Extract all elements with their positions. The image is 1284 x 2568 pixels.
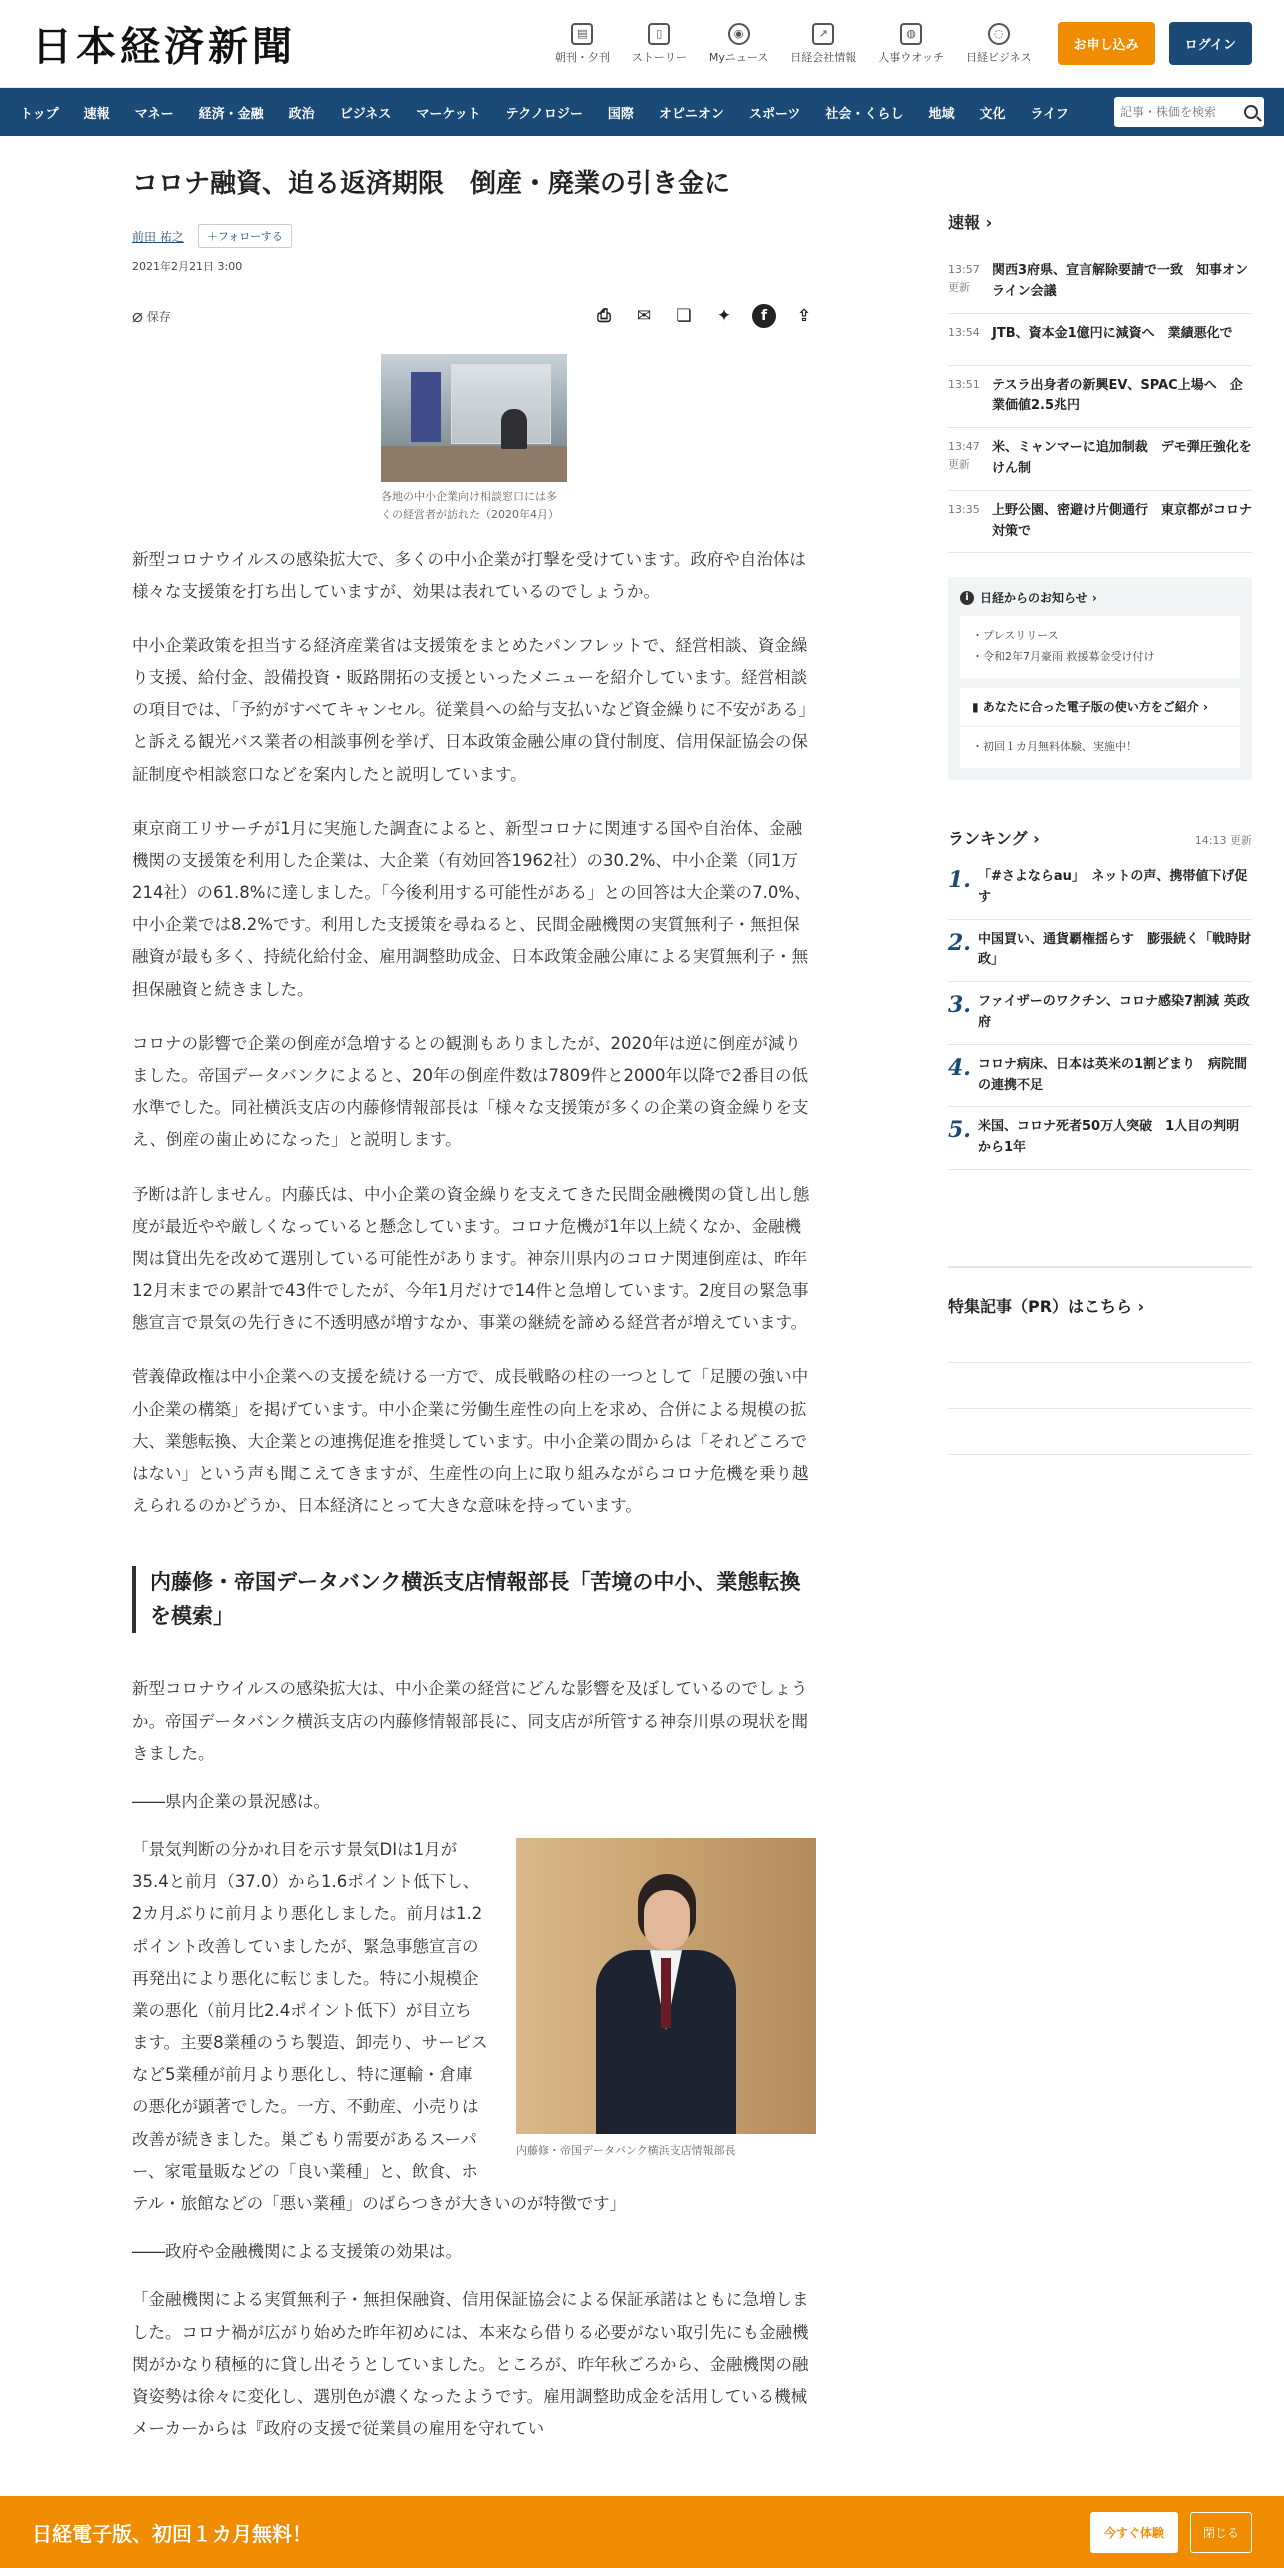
print-icon[interactable]: ⎙ <box>597 306 611 327</box>
news-title: JTB、資本金1億円に減資へ 業績悪化で <box>992 325 1233 341</box>
nav-item[interactable]: 社会・くらし <box>825 106 904 122</box>
news-updated: 更新 <box>948 280 970 294</box>
chevron-right-icon: › <box>1033 829 1040 849</box>
ranking-item[interactable] <box>948 1107 1252 1170</box>
close-banner-button[interactable]: 閉じる <box>1190 2512 1252 2553</box>
pr-heading[interactable] <box>948 1266 1252 1317</box>
epaper-list <box>960 727 1240 768</box>
notice-item[interactable]: ・ 令和2年7月豪雨 救援募金受け付け <box>972 647 1228 668</box>
banner-text: 日経電子版、初回１カ月無料！ <box>32 2521 312 2546</box>
chart-icon: ↗ <box>812 23 834 45</box>
news-time <box>948 324 992 355</box>
interview-answer: 「金融機関による実質無利子・無担保融資、信用保証協会による保証承諾はともに急増しました。コロナ禍が広がり始めた昨年初めには、本来なら借りる必要がない取引先にも金融機関がかなり積極的に貸し出そうとしていました。ところが、昨年秋ごろから、金融機関の融資姿勢は徐々に変化し、選別色が濃くなったようです。雇用調整助成金を活用している機械メーカーからは『政府の支援で従業員の雇用を守れてい <box>132 2290 809 2439</box>
breaking-title: 速報 <box>948 213 981 232</box>
person-icon: ◉ <box>728 23 750 45</box>
header-link-story[interactable] <box>632 23 687 65</box>
header-link-label: ストーリー <box>631 50 687 64</box>
header-link-label: 日経会社情報 <box>790 50 857 64</box>
article-paragraph: 菅義偉政権は中小企業への支援を続ける一方で、成長戦略の柱の一つとして「足腰の強い中小企業の構築」を掲げています。中小企業に労働生産性の向上を求め、合併による規模の拡大、業態転換、大企業との連携促進を推奨しています。中小企業の間からは「それどころではない」という声も聞こえてきますが、生産性の向上に取り組みながらコロナ危機を乗り越えられるのかどうか、日本経済にとって大きな意味を持っています。 <box>132 1367 809 1516</box>
ranking-item[interactable] <box>948 1045 1252 1108</box>
site-logo[interactable]: 日本経済新聞 <box>32 23 296 70</box>
rank-number: 5. <box>948 1117 971 1144</box>
book-icon: ▮ <box>972 700 979 715</box>
sidebar <box>948 210 1252 1455</box>
ranking-item[interactable] <box>948 920 1252 983</box>
news-time-value: 13:54 <box>948 325 980 339</box>
nav-item[interactable]: マネー <box>134 106 174 122</box>
article-paragraph: 東京商工リサーチが1月に実施した調査によると、新型コロナに関連する国や自治体、金融機関の支援策を利用した企業は、大企業（有効回答1962社）の30.2%、中小企業（同1万214社）の61.8%に達しました。「今後利用する可能性がある」との回答は大企業の7.0%、中小企業では8.2%です。利用した支援策を尋ねると、民間金融機関の実質無利子・無担保融資が最も多く、持続化給付金、雇用調整助成金、日本政策金融公庫による実質無利子・無担保融資と続きました。 <box>132 818 811 999</box>
nav-item[interactable]: 文化 <box>979 106 1006 122</box>
ranking-title: ランキング <box>948 829 1028 849</box>
header-link-newspaper[interactable] <box>555 23 610 65</box>
header-icon-bar <box>533 23 1032 65</box>
article <box>132 166 816 2445</box>
portrait-photo <box>516 1838 816 2134</box>
article-paragraph: 中小企業政策を担当する経済産業省は支援策をまとめたパンフレットで、経営相談、資金繰り支援、給付金、設備投資・販路開拓の支援といったメニューを紹介しています。経営相談の項目では、「予約がすべてキャンセル。従業員への給与支払いなど資金繰りに不安がある」と訴える観光バス業者の相談事例を挙げ、日本政策金融公庫の貸付制度、信用保証協会の保証制度や相談窓口などを案内したと説明しています。 <box>132 635 816 784</box>
epaper-item[interactable]: ・ 初回１カ月無料体験、実施中！ <box>972 737 1228 758</box>
consultation-photo <box>381 354 567 482</box>
article-date: 2021年2月21日 3:00 <box>132 260 243 274</box>
interview-photo <box>516 1838 816 2158</box>
nav-item[interactable]: オピニオン <box>658 106 724 122</box>
nav-search[interactable] <box>1114 97 1264 127</box>
breaking-item[interactable] <box>948 366 1252 429</box>
nav-item[interactable]: 経済・金融 <box>198 106 264 122</box>
byline <box>132 224 816 248</box>
ranking-title-link[interactable] <box>948 826 1040 849</box>
ranking-heading <box>948 826 1252 849</box>
share-icon[interactable]: ⇪ <box>796 306 812 327</box>
breaking-item[interactable] <box>948 251 1252 314</box>
interview-answer-block <box>132 1834 816 2220</box>
nav-item[interactable]: ライフ <box>1030 106 1069 122</box>
apply-button[interactable]: お申し込み <box>1058 22 1155 65</box>
notice-item[interactable]: ・ プレスリリース <box>972 626 1228 647</box>
news-title: 上野公園、密避け片側通行 東京都がコロナ対策で <box>992 502 1253 539</box>
paperclip-icon: ⌀ <box>132 305 143 327</box>
nav-item[interactable]: 速報 <box>83 106 110 122</box>
facebook-icon[interactable]: f <box>752 304 776 328</box>
interview-answer: 「景気判断の分かれ目を示す景気DIは1月が35.4と前月（37.0）から1.6ポイント低下し、2カ月ぶりに前月より悪化しました。前月は1.2ポイント改善していましたが、緊急事態宣言の再発出により悪化に転じました。特に小規模企業の悪化（前月比2.4ポイント低下）が目立ちます。主要8業種のうち製造、卸売り、サービスなど5業種が前月より悪化し、特に運輸・倉庫の悪化が顕著でした。一方、不動産、小売りは改善が続きました。巣ごもり需要があるスーパー、家電量販などの「良い業種」と、飲食、ホテル・旅館などの「悪い業種」のばらつきが大きいのが特徴です」 <box>132 1840 627 2213</box>
breaking-item[interactable] <box>948 491 1252 554</box>
save-button[interactable] <box>132 306 171 327</box>
interview-intro: 新型コロナウイルスの感染拡大は、中小企業の経営にどんな影響を及ぼしているのでしょうか。帝国データバンク横浜支店の内藤修情報部長に、同支店が所管する神奈川県の現状を聞きました。 <box>132 1679 809 1763</box>
news-title: 関西3府県、宣言解除要請で一致 知事オンライン会議 <box>992 263 1249 299</box>
article-paragraph: 新型コロナウイルスの感染拡大で、多くの中小企業が打撃を受けています。政府や自治体は様々な支援策を打ち出していますが、効果は表れているのでしょうか。 <box>132 549 806 601</box>
news-time <box>948 501 992 543</box>
ranking-updated: 14:13 更新 <box>1194 834 1252 848</box>
rank-title: 中国買い、通貨覇権揺らす 膨張続く「戦時財政」 <box>978 931 1252 968</box>
breaking-heading[interactable] <box>948 210 1252 233</box>
nav-item[interactable]: マーケット <box>416 106 481 122</box>
search-input[interactable] <box>1120 105 1230 119</box>
subscribe-banner <box>0 2496 1284 2568</box>
news-time <box>948 438 992 480</box>
interview-question: ――県内企業の景況感は。 <box>132 1791 330 1811</box>
interview-question: ――政府や金融機関による支援策の効果は。 <box>132 2242 462 2262</box>
info-icon: i <box>960 591 974 605</box>
news-time-value: 13:51 <box>948 377 980 391</box>
follow-button[interactable]: ＋フォローする <box>198 224 292 248</box>
news-time-value: 13:35 <box>948 502 980 516</box>
nav-items <box>20 103 1094 122</box>
notice-panel <box>948 577 1252 780</box>
news-time-value: 13:47 <box>948 440 980 454</box>
header-link-label: 朝刊・夕刊 <box>554 50 610 64</box>
login-button[interactable]: ログイン <box>1169 22 1252 65</box>
header-link-person[interactable] <box>709 23 768 65</box>
nav-item[interactable]: テクノロジー <box>505 106 583 122</box>
search-icon[interactable] <box>1244 105 1258 119</box>
pr-slot <box>948 1409 1252 1455</box>
news-updated: 更新 <box>948 457 970 471</box>
header-link-label: 人事ウオッチ <box>878 50 944 64</box>
nav-item[interactable]: トップ <box>20 106 59 122</box>
news-time <box>948 261 992 303</box>
epaper-heading[interactable] <box>960 688 1240 725</box>
share-bar <box>576 304 816 328</box>
pr-title: 特集記事（PR）はこちら <box>948 1297 1133 1317</box>
breaking-list <box>948 251 1252 553</box>
photo-caption: 各地の中小企業向け相談窓口には多くの経営者が訪れた（2020年4月） <box>381 490 559 521</box>
chevron-right-icon: › <box>1137 1297 1145 1317</box>
rank-title: 米国、コロナ死者50万人突破 1人目の判明から1年 <box>978 1119 1240 1156</box>
nav-item[interactable]: 国際 <box>607 106 634 122</box>
news-time <box>948 376 992 418</box>
header-link-label: Myニュース <box>708 50 769 64</box>
article-title: コロナ融資、迫る返済期限 倒産・廃業の引き金に <box>132 169 731 199</box>
mail-icon[interactable]: ✉ <box>636 306 652 327</box>
rank-title: ファイザーのワクチン、コロナ感染7割減 英政府 <box>978 994 1250 1031</box>
search-icon: ◍ <box>900 23 922 45</box>
rank-number: 2. <box>948 929 971 956</box>
rank-number: 4. <box>948 1054 971 1081</box>
header-link-compass[interactable] <box>966 23 1032 65</box>
ranking-item[interactable] <box>948 982 1252 1045</box>
news-time-value: 13:57 <box>948 263 980 276</box>
notice-title: 日経からのお知らせ <box>980 591 1088 606</box>
chevron-right-icon: › <box>1091 590 1097 605</box>
copy-icon[interactable]: ❏ <box>676 306 692 327</box>
nav-item[interactable]: ビジネス <box>339 106 392 122</box>
news-title: 米、ミャンマーに追加制裁 デモ弾圧強化をけん制 <box>992 440 1252 476</box>
try-now-button[interactable]: 今すぐ体験 <box>1090 2512 1178 2553</box>
pr-slot <box>948 1363 1252 1409</box>
chevron-right-icon: › <box>985 213 993 232</box>
header-link-search[interactable] <box>878 23 944 65</box>
rank-title: 「#さよならau」 ネットの声、携帯値下げ促す <box>978 869 1248 905</box>
twitter-icon[interactable]: ✦ <box>716 306 732 327</box>
nav-item[interactable]: 地域 <box>928 106 955 122</box>
rank-number: 3. <box>948 992 971 1019</box>
article-photo <box>381 354 567 523</box>
article-tools <box>132 302 816 330</box>
interview-heading: 内藤修・帝国データバンク横浜支店情報部長「苦境の中小、業態転換を模索」 <box>132 1566 816 1633</box>
compass-icon: ◌ <box>988 23 1010 45</box>
portrait-caption: 内藤修・帝国データバンク横浜支店情報部長 <box>516 2144 736 2158</box>
news-title: テスラ出身者の新興EV、SPAC上場へ 企業価値2.5兆円 <box>992 377 1243 414</box>
breaking-item[interactable] <box>948 314 1252 366</box>
rank-number: 1. <box>948 867 971 894</box>
nav-item[interactable]: 政治 <box>288 106 315 122</box>
ranking-item[interactable] <box>948 857 1252 920</box>
newspaper-icon: ▤ <box>571 23 593 45</box>
article-paragraph: 予断は許しません。内藤氏は、中小企業の資金繰りを支えてきた民間金融機関の貸し出し態度が最近やや厳しくなっていると懸念しています。コロナ危機が1年以上続くなか、金融機関は貸出先を改めて選別している可能性があります。神奈川県内のコロナ関連倒産は、昨年12月末までの累計で43件でしたが、今年1月だけで14件と急増しています。2度目の緊急事態宣言で景気の先行きに不透明感が増すなか、事業の継続を諦める経営者が増えています。 <box>132 1184 810 1333</box>
nav-item[interactable]: スポーツ <box>748 106 801 122</box>
site-header <box>0 0 1284 88</box>
epaper-title: あなたに合った電子版の使い方をご紹介 <box>982 700 1199 715</box>
notice-heading[interactable] <box>960 589 1240 606</box>
breaking-item[interactable] <box>948 428 1252 491</box>
ranking-list <box>948 857 1252 1170</box>
header-link-chart[interactable] <box>790 23 856 65</box>
story-icon: ▯ <box>648 23 670 45</box>
notice-list <box>960 616 1240 678</box>
pr-slot <box>948 1317 1252 1363</box>
author-link[interactable]: 前田 祐之 <box>132 229 184 244</box>
follow-label: フォローする <box>217 230 283 244</box>
save-label: 保存 <box>146 309 171 324</box>
main-nav <box>0 88 1284 136</box>
chevron-right-icon: › <box>1203 700 1208 715</box>
header-link-label: 日経ビジネス <box>965 50 1032 64</box>
rank-title: コロナ病床、日本は英米の1割どまり 病院間の連携不足 <box>978 1056 1248 1093</box>
article-paragraph: コロナの影響で企業の倒産が急増するとの観測もありましたが、2020年は逆に倒産が減りました。帝国データバンクによると、20年の倒産件数は7809件と2000年以降で2番目の低水準でした。同社横浜支店の内藤修情報部長は「様々な支援策が多くの企業の資金繰りを支え、倒産の歯止めになった」と説明します。 <box>132 1033 809 1150</box>
